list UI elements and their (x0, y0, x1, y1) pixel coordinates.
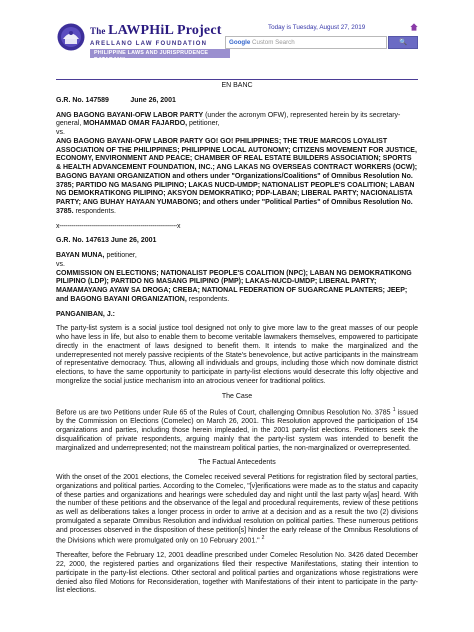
case1-petitioner-desc: (under the acronym OFW), represented herein by its secretary-general, (56, 111, 401, 128)
ponente: PANGANIBAN, J.: (56, 310, 115, 318)
footnote-ref-2[interactable]: 2 (261, 535, 265, 542)
case1-petitioner-name: ANG BAGONG BAYANI-OFW LABOR PARTY (56, 111, 204, 119)
header-rule (56, 79, 418, 80)
brand-title-prefix: The (90, 26, 109, 36)
brand-bar: PHILIPPINE LAWS AND JURISPRUDENCE DATABANK (90, 49, 230, 58)
paragraph-facts-1-text: With the onset of the 2001 elections, the Comelec received several Petitions for registration filed by sectoral parties, organizations and political parties. According to the Comelec, "[v]erifications were made as to the status and capacity of these parties and organizations and hearings were scheduled day and night until the last party w[as] heard. With the number of these petitions and the observance of the legal and procedural requirements, review of these petitions as well as deliberations takes a longer process in order to arrive at a decision and as a result the two (2) divisions promulgated a separate Omnibus Resolution and individual resolution on political parties. These numerous petitions and processes observed in the disposition of these petition[s] hinder the early release of the Omnibus Resolutions of the Divisions which were promulgated only on 10 February 2001." (56, 474, 418, 545)
case1-petitioner-role: petitioner, (187, 120, 220, 128)
case1-respondents: ANG BAGONG BAYANI-OFW LABOR PARTY GO! GO! PHILIPPINES; THE TRUE MARCOS LOYALIST ASSOCIATION OF THE PHILIPPINES; PHILIPPINE LOCAL AUTONOMY; CITIZENS MOVEMENT FOR JUSTICE, ECONOMY, ENVIRONMENT AND PEACE; CHAMBER OF REAL ESTATE BUILDERS ASSOCIATION; SPORTS & HEALTH ADVANCEMENT FOUNDATION, INC.; ANG LAKAS NG OVERSEAS CONTRACT WORKERS (OCW); BAGONG BAYANI ORGANIZATION and others under "Organizations/Coalitions" of Omnibus Resolution No. 3785; PARTIDO NG MASANG PILIPINO; LAKAS NUCD-UMDP; NATIONALIST PEOPLE'S COALITION; LABAN NG DEMOKRATIKONG PILIPINO; AKSYON DEMOKRATIKO; PDP-LABAN; LIBERAL PARTY; NACIONALISTA PARTY; ANG BUHAY HAYAAN YUMABONG; and others under "Political Parties" of Omnibus Resolution No. 3785. (56, 137, 418, 215)
case2-petitioner-role: petitioner, (104, 252, 137, 259)
case1-number (56, 97, 418, 106)
today-date: Today is Tuesday, August 27, 2019 (268, 24, 366, 31)
division-heading: EN BANC (221, 82, 253, 89)
case1-respondents-role: respondents. (73, 207, 116, 215)
paragraph-case (56, 407, 418, 453)
case2-parties (56, 252, 418, 305)
paragraph-intro: The party-list system is a social justice tool designed not only to give more law to the great masses of our people who have less in life, but also to enable them to become veritable lawmakers themselves, empowered to participate directly in the enactment of laws designed to benefit them. It intends to make the marginalized and the underrepresented not merely passive recipients of the State's benevolence, but active participants in the mainstream of representative democracy. Thus, allowing all individuals and groups, including those which now dominate district elections, to have the same opportunity to participate in party-list elections would desecrate this lofty objective and mongrelize the social justice mechanism into an atrocious veneer for traditional politics. (56, 325, 418, 385)
search-google-label: Google (229, 39, 251, 46)
brand-title (90, 22, 222, 40)
case1-no: G.R. No. 147589 (56, 96, 109, 104)
paragraph-case-text-a: Before us are two Petitions under Rule 65 of the Rules of Court, challenging Omnibus Resolution No. 3785 (56, 409, 393, 417)
lawphil-logo-icon[interactable] (56, 22, 86, 52)
case2-versus: vs. (56, 260, 65, 268)
search-input[interactable] (225, 36, 387, 49)
case1-date: June 26, 2001 (130, 96, 176, 104)
case2-respondents-role: respondents. (186, 295, 230, 303)
brand[interactable] (90, 22, 222, 48)
case2-number: G.R. No. 147613 June 26, 2001 (56, 237, 157, 245)
section-title-facts: The Factual Antecedents (198, 459, 276, 467)
decision-body (56, 82, 418, 602)
brand-title-text: LAWPHiL Project (108, 23, 222, 38)
footnote-ref-1[interactable]: 1 (392, 407, 396, 414)
section-title-case: The Case (221, 392, 253, 400)
case1-petitioner-rep: MOHAMMAD OMAR FAJARDO, (83, 120, 188, 128)
paragraph-case-text-b: issued by the Commission on Elections (Comelec) on March 26, 2001. This Resolution approved the participation of 154 organizations and parties, including those herein impleaded, in the 2001 party-list elections. Petitioners seek the disqualification of private respondents, arguing mainly that the party-list system was intended to benefit the marginalized and underrepresented; not the mainstream political parties, the non-marginalized or overrepresented. (56, 409, 418, 452)
paragraph-facts-2: Thereafter, before the February 12, 2001 deadline prescribed under Comelec Resolution No. 3426 dated December 22, 2000, the registered parties and organizations filed their respective Manifestations, stating their intention to participate in the party-list elections. Other sectoral and political parties and organizations whose registrations were denied also filed Motions for Reconsideration, together with Manifestations of their intent to participate in the party-list elections. (56, 552, 418, 595)
search-placeholder: Custom Search (252, 39, 295, 46)
brand-subtitle: ARELLANO LAW FOUNDATION (90, 40, 208, 47)
case-separator: x----------------------------------------------------------x (56, 222, 181, 230)
case2-petitioner: BAYAN MUNA, (56, 252, 105, 259)
site-header (0, 0, 474, 62)
case1-parties (56, 112, 418, 217)
case1-versus: vs. (56, 129, 65, 136)
search-icon: 🔍 (398, 39, 408, 46)
case2-respondents: COMMISSION ON ELECTIONS; NATIONALIST PEOPLE'S COALITION (NPC); LABAN NG DEMOKRATIKONG PILIPINO (LDP); PARTIDO NG MASANG PILIPINO (PMP); LAKAS-NUCD-UMDP; LIBERAL PARTY; MAMAMAYANG AYAW SA DROGA; CREBA; NATIONAL FEDERATION OF SUGARCANE PLANTERS; JEEP; and BAGONG BAYANI ORGANIZATION, (56, 269, 412, 303)
paragraph-facts-1 (56, 474, 418, 546)
search-button[interactable] (388, 36, 418, 49)
home-icon[interactable] (410, 23, 418, 31)
